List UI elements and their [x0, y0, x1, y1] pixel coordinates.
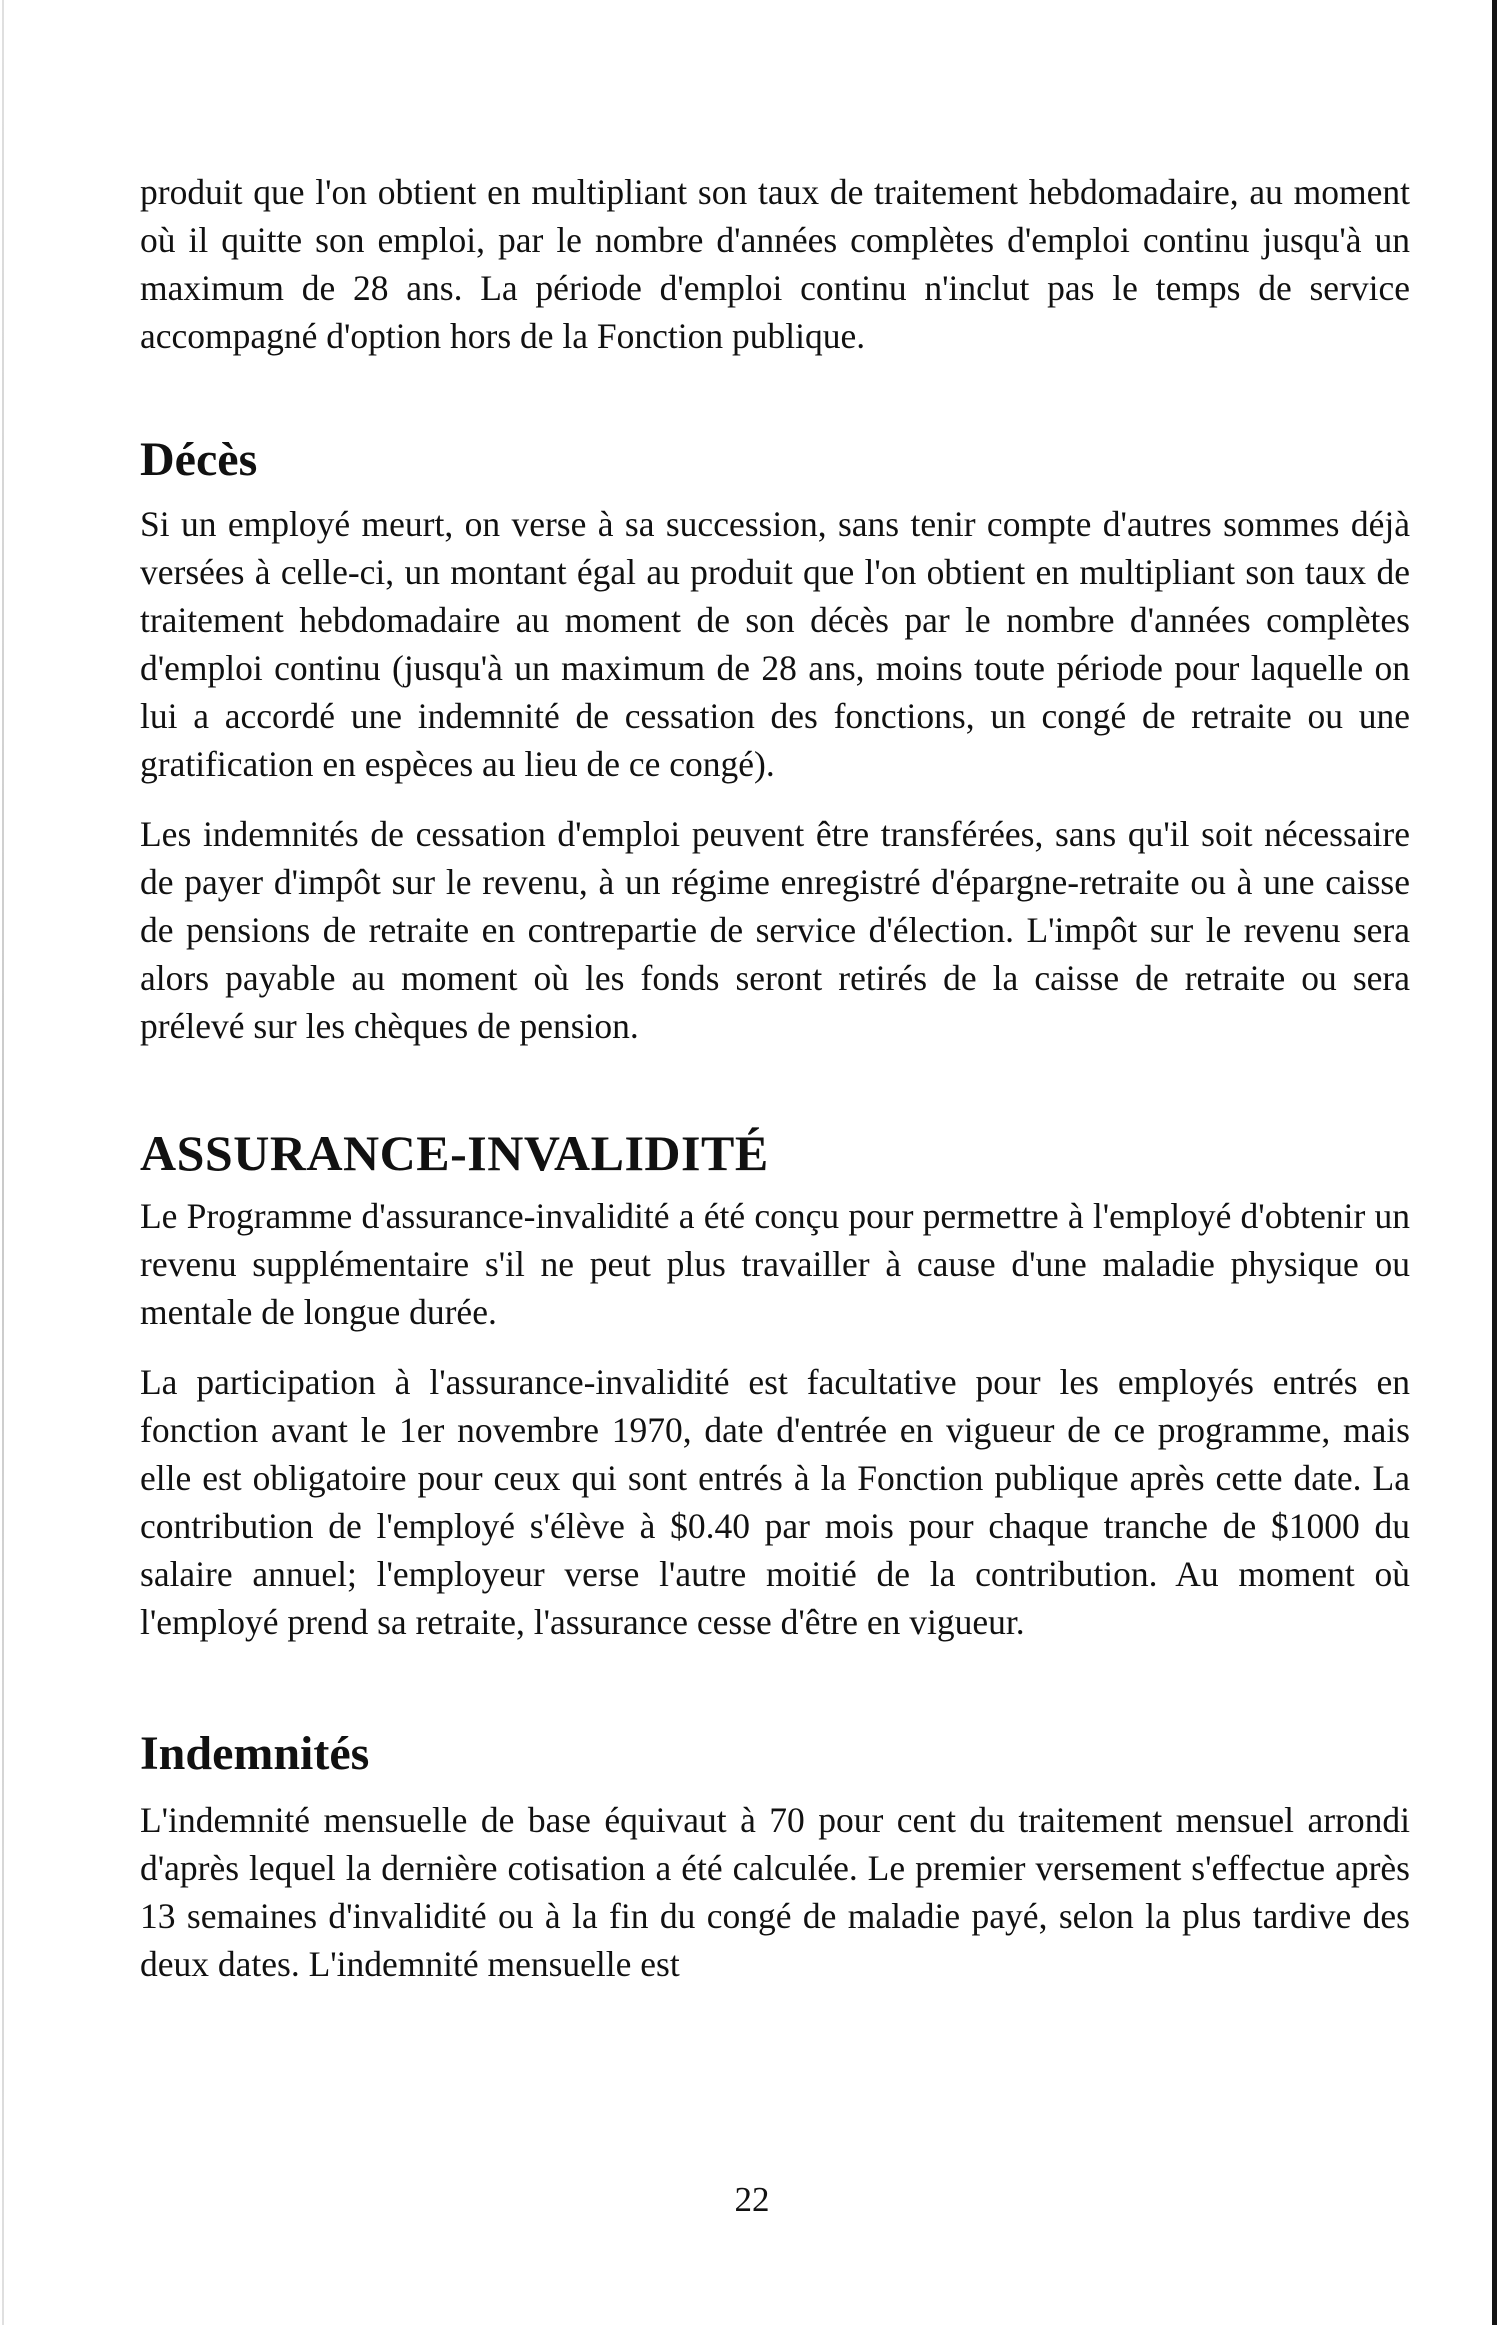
section-heading-indemnites: Indemnités: [140, 1727, 370, 1780]
page-left-edge-shadow: [2, 0, 4, 2325]
indemnites-paragraph-1: L'indemnité mensuelle de base équivaut à 70 pour cent du traitement mensuel arrondi d'après lequel la dernière cotisation a été calculée. Le premier versement s'effectue après 13 semaines d'invalidité ou à la fin du congé de maladie payé, selon la plus tardive des deux dates. L'indemnité mensuelle est: [140, 1800, 1410, 1984]
deces-paragraph-2: Les indemnités de cessation d'emploi peuvent être transférées, sans qu'il soit nécessaire de payer d'impôt sur le revenu, à un régime enregistré d'épargne-retraite ou à une caisse de pensions de retraite en contrepartie de service d'élection. L'impôt sur le revenu sera alors payable au moment où les fonds seront retirés de la caisse de retraite ou sera prélevé sur les chèques de pension.: [140, 814, 1410, 1046]
deces-paragraph-1: Si un employé meurt, on verse à sa succession, sans tenir compte d'autres sommes déjà versées à celle-ci, un montant égal au produit que l'on obtient en multipliant son taux de traitement hebdomadaire au moment de son décès par le nombre d'années complètes d'emploi continu (jusqu'à un maximum de 28 ans, moins toute période pour laquelle on lui a accordé une indemnité de cessation des fonctions, un congé de retraite ou une gratification en espèces au lieu de ce congé).: [140, 504, 1410, 784]
page-content: [140, 168, 1410, 1988]
page-number: 22: [734, 2180, 770, 2219]
assurance-paragraph-2: La participation à l'assurance-invalidité est facultative pour les employés entrés en fonction avant le 1er novembre 1970, date d'entrée en vigueur de ce programme, mais elle est obligatoire pour ceux qui sont entrés à la Fonction publique après cette date. La contribution de l'employé s'élève à $0.40 par mois pour chaque tranche de $1000 du salaire annuel; l'employeur verse l'autre moitié de la contribution. Au moment où l'employé prend sa retraite, l'assurance cesse d'être en vigueur.: [140, 1362, 1410, 1642]
section-heading-assurance-invalidite: ASSURANCE-INVALIDITÉ: [140, 1125, 769, 1181]
section-heading-deces: Décès: [140, 433, 258, 486]
assurance-paragraph-1: Le Programme d'assurance-invalidité a été conçu pour permettre à l'employé d'obtenir un revenu supplémentaire s'il ne peut plus travailler à cause d'une maladie physique ou mentale de longue durée.: [140, 1196, 1410, 1332]
intro-paragraph: produit que l'on obtient en multipliant son taux de traitement hebdomadaire, au moment où il quitte son emploi, par le nombre d'années complètes d'emploi continu jusqu'à un maximum de 28 ans. La période d'emploi continu n'inclut pas le temps de service accompagné d'option hors de la Fonction publique.: [140, 172, 1410, 356]
page-right-edge-border: [1492, 0, 1497, 2325]
